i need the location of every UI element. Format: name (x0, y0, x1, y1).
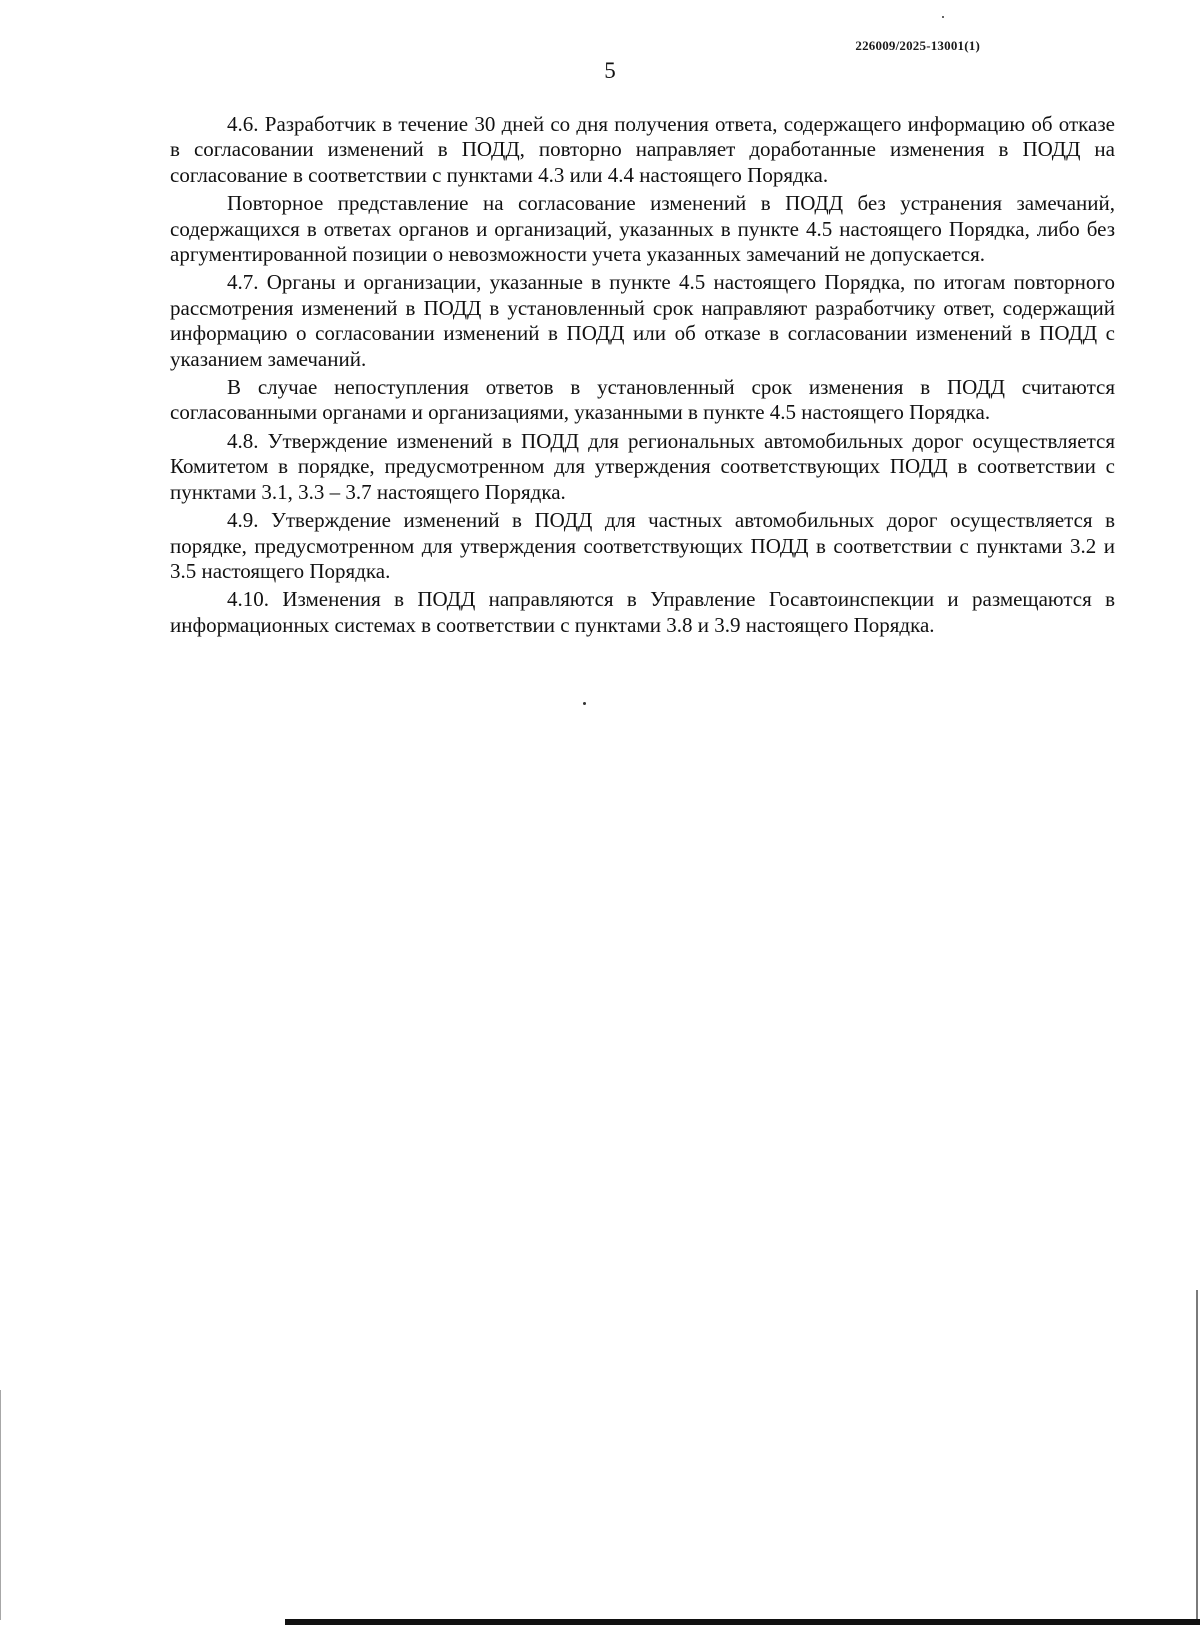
page-number: 5 (604, 58, 616, 83)
paragraph-4-7: 4.7. Органы и организации, указанные в пункте 4.5 настоящего Порядка, по итогам повторного рассмотрения изменений в ПОДД в установленный срок направляют разработчику ответ, содержащий информацию о согласовании изменений в ПОДД или об отказе в согласовании изменений в ПОДД с указанием замечаний. (170, 270, 1115, 371)
paragraph-4-8: 4.8. Утверждение изменений в ПОДД для региональных автомобильных дорог осуществляется Комитетом в порядке, предусмотренном для утверждения соответствующих ПОДД в соответствии с пунктами 3.1, 3.3 – 3.7 настоящего Порядка. (170, 428, 1115, 504)
scan-edge-line (1196, 1290, 1198, 1620)
document-body (170, 112, 1115, 641)
scan-bottom-bar (285, 1619, 1200, 1625)
scan-speck (942, 16, 944, 18)
paragraph-4-6: 4.6. Разработчик в течение 30 дней со дня получения ответа, содержащего информацию об отказе в согласовании изменений в ПОДД, повторно направляет доработанные изменения в ПОДД на согласование в соответствии с пунктами 4.3 или 4.4 настоящего Порядка. (170, 112, 1115, 187)
paragraph-repeat-submission: Повторное представление на согласование изменений в ПОДД без устранения замечаний, содержащихся в ответах органов и организаций, указанных в пункте 4.5 настоящего Порядка, либо без аргументированной позиции о невозможности учета указанных замечаний не допускается. (170, 191, 1115, 267)
paragraph-4-9: 4.9. Утверждение изменений в ПОДД для частных автомобильных дорог осуществляется в порядке, предусмотренном для утверждения соответствующих ПОДД в соответствии с пунктами 3.2 и 3.5 настоящего Порядка. (170, 508, 1115, 583)
scan-edge-line (0, 1390, 1, 1620)
paragraph-4-10: 4.10. Изменения в ПОДД направляются в Управление Госавтоинспекции и размещаются в информационных системах в соответствии с пунктами 3.8 и 3.9 настоящего Порядка. (170, 587, 1115, 637)
scan-speck (583, 702, 586, 705)
paragraph-no-response: В случае непоступления ответов в установленный срок изменения в ПОДД считаются согласованными органами и организациями, указанными в пункте 4.5 настоящего Порядка. (170, 375, 1115, 425)
document-registration-number: 226009/2025-13001(1) (855, 38, 980, 53)
